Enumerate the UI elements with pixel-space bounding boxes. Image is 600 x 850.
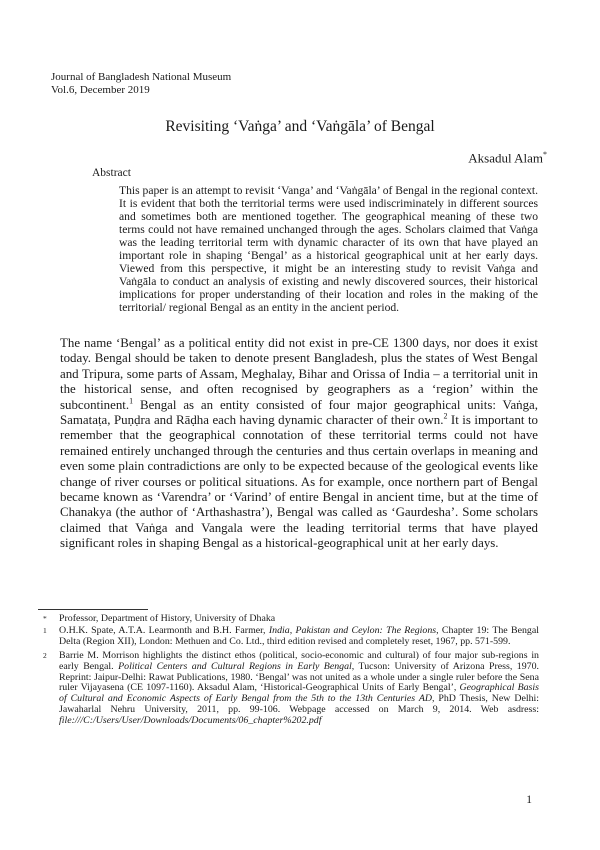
footnote-web-address[interactable]: file:///C:/Users/User/Downloads/Documents/06_chapter%202.pdf <box>59 714 322 726</box>
footnote-thesis-title: Geographical Basis of Cultural and Economic Aspects of Early Bengal from the 5th to the 13th Centuries AD <box>59 682 539 705</box>
body-text-part-1: The name ‘Bengal’ as a political entity did not exist in pre-CE 1300 days, nor does it exist today. Bengal should be taken to denote present Bangladesh, plus the states of West Bengal and Tripura, some parts of Assam, Meghalay, Bihar and Orissa of India – a territorial unit in the historical sense, and often recognised by geographers as a ‘region’ within the subcontinent. <box>60 336 538 412</box>
footnote-2 <box>43 651 539 727</box>
footnote-mark: * <box>43 614 47 623</box>
body-paragraph <box>60 336 538 552</box>
author-line <box>468 150 547 166</box>
footnote-mark: 1 <box>43 626 47 635</box>
footnote-text-segment: , Chapter 19: The Bengal Delta (Region XII), London: Methuen and Co. Ltd., third edition revised and completely reset, 1967, pp. 571-599. <box>59 625 539 647</box>
abstract-label: Abstract <box>92 167 131 179</box>
footnote-book-title: India, Pakistan and Ceylon: The Regions <box>268 625 437 636</box>
journal-volume: Vol.6, December 2019 <box>51 83 150 96</box>
footnote-text: Professor, Department of History, University of Dhaka <box>59 613 276 624</box>
footnote-text-segment: Barrie M. Morrison highlights the distinct ethos (political, socio-economic and cultural) of four major sub-regions in early Bengal. <box>59 650 539 672</box>
footnote-ref-2[interactable]: 2 <box>443 411 448 421</box>
footnote-book-title: Political Centers and Cultural Regions in Early Bengal <box>118 660 352 672</box>
abstract-text: This paper is an attempt to revisit ‘Vanga’ and ‘Vaṅgāla’ of Bengal in the regional context. It is evident that both the territorial terms were used indiscriminately in different sources and sometimes both are mentioned together. The geographical meaning of these two terms could not have remained unchanged through the ages. Scholars claimed that Vaṅga was the leading territorial term with dynamic character of its own that have played an important role in shaping ‘Bengal’ as a historical geographical unit at her early days. Viewed from this perspective, it might be an interesting study to revisit Vaṅga and Vaṅgāla to conduct an analysis of existing and newly discovered sources, their historical implications for proper understanding of their location and roles in the making of the territorial/ regional Bengal as an entity in the ancient period. <box>119 184 538 314</box>
author-footnote-mark: * <box>543 150 547 159</box>
author-name: Aksadul Alam <box>468 150 543 166</box>
footnote-text-segment: , Tucson: University of Arizona Press, 1970. Reprint: Jaipur-Delhi: Rawat Publications, 1980. ‘Bengal’ was not united as a whole under a single ruler before the Sena ruler Vijayasena (CE 1097-1160). Aksadul Alam, ‘Historical-Geographical Units of Early Bengal’, <box>59 660 540 694</box>
paper-title: Revisiting ‘Vaṅga’ and ‘Vaṅgāla’ of Bengal <box>165 118 435 135</box>
footnote-divider <box>38 609 148 610</box>
footnote-1 <box>43 626 539 648</box>
body-text-part-3: It is important to remember that the geographical connotation of these territorial terms could not have remained entirely unchanged through the centuries and thus certain overlaps in meaning and even some plain contradictions are only to be expected because of the geological events like change of river courses or political situations. As for example, once northern part of Bengal became known as ‘Varendra’ or ‘Varind’ of entire Bengal in ancient time, but at the time of Chanakya (the author of ‘Arthashastra’), Bengal was called as ‘Gaurdesha’. Some scholars claimed that Vaṅga and Vangala were the leading territorial terms that have played significant roles in shaping Bengal as a historical-geographical unit at her early days. <box>60 413 539 551</box>
page-number: 1 <box>526 794 532 806</box>
footnote-text-segment: O.H.K. Spate, A.T.A. Learmonth and B.H. Farmer, <box>59 625 269 636</box>
footnote-text <box>59 626 539 648</box>
footnote-text-segment: , PhD Thesis, New Delhi: Jawaharlal Nehru University, 2011, pp. 99-106. Webpage accessed on March 9, 2014. Web asdress: <box>59 693 539 715</box>
footnote-mark: 2 <box>43 651 47 660</box>
journal-name: Journal of Bangladesh National Museum <box>51 71 232 83</box>
journal-header <box>51 71 231 96</box>
footnote-text <box>59 651 539 727</box>
footnote-ref-1[interactable]: 1 <box>129 396 134 406</box>
footnote-author <box>43 614 539 625</box>
body-text-part-2: Bengal as an entity consisted of four major geographical units: Vaṅga, Samataṭa, Puṇḍra and Rāḍha each having dynamic character of their own. <box>60 397 538 428</box>
